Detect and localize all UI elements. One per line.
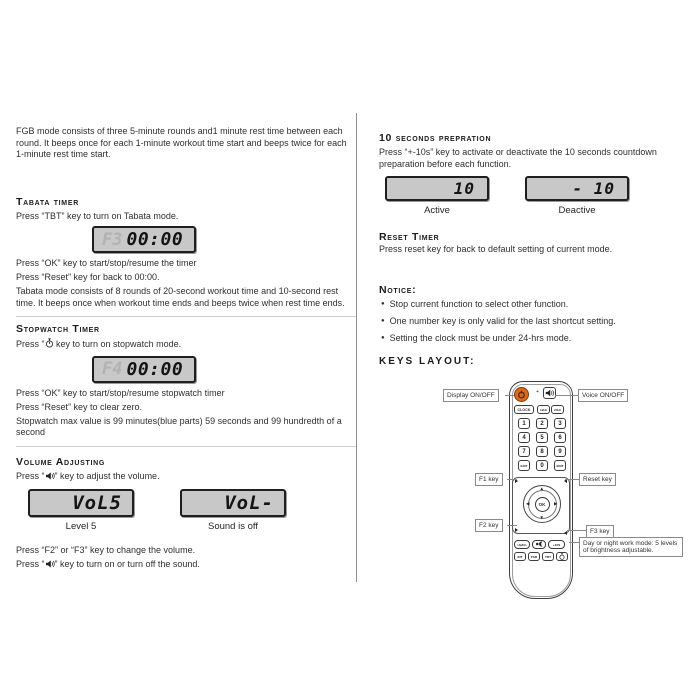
digit-button-2: 2: [536, 418, 548, 429]
ok-button: OK: [535, 497, 550, 512]
lcd-time-value: 00:00: [126, 358, 184, 380]
bullet-icon: ●: [381, 300, 385, 307]
keys-layout-heading: KEYS LAYOUT:: [379, 356, 476, 367]
prep-description: Press “+-10s” key to activate or deactivate the 10 seconds countdown preparation before each function.: [379, 147, 657, 169]
lcd-mode-code: F3: [102, 229, 123, 250]
digit-button-1: 1: [518, 418, 530, 429]
lcd-time-value: 00:00: [126, 229, 184, 250]
notice-heading: Notice:: [379, 283, 417, 296]
volume-off-group: [180, 489, 286, 532]
power-icon: [517, 386, 526, 404]
fgb-button: FGB: [528, 552, 540, 561]
tabata-description: Tabata mode consists of 8 rounds of 20-second workout time and 10-second rest time. It beeps once when workout time ends and beeps twice when rest time ends.: [16, 286, 345, 308]
left-column: [16, 126, 356, 574]
callout-f1-key: F1 key: [475, 473, 503, 486]
volume-level-lcd: VoL5: [28, 489, 134, 517]
stopwatch-press-reset: Press “Reset” key to clear zero.: [16, 401, 143, 412]
lcd-mode-code: F4: [102, 359, 123, 379]
digit-button-9: 9: [554, 446, 566, 457]
volume-press-sound: Press “ ” key to turn on or turn off the sound.: [16, 559, 356, 572]
notice-item: ● One number key is only valid for the last shortcut setting.: [381, 315, 616, 326]
callout-day-night: Day or night work mode: 5 levels of brightness adjustable.: [579, 537, 683, 557]
tbt-button: TBT: [542, 552, 554, 561]
digit-button-4: 4: [518, 432, 530, 443]
speaker-icon: [45, 560, 55, 572]
section-separator: [16, 316, 356, 317]
connector-display-onoff: [505, 395, 514, 396]
volume-displays: [16, 489, 356, 532]
tabata-lcd-display: [92, 226, 196, 253]
exit-button: EXIT: [518, 460, 530, 471]
volume-level-caption: Level 5: [65, 521, 97, 532]
int-button: INT: [514, 552, 526, 561]
connector-reset: [565, 479, 579, 480]
bullet-icon: ●: [381, 317, 385, 324]
tabata-press-reset: Press “Reset” key for back to 00:00.: [16, 272, 160, 282]
connector-f1: [507, 479, 517, 480]
speaker-icon: [45, 472, 55, 484]
digit-button-5: 5: [536, 432, 548, 443]
prep-deactive-caption: Deactive: [558, 205, 596, 216]
stopwatch-mode-button: [556, 552, 568, 561]
callout-f2-key: F2 key: [475, 519, 503, 532]
stopwatch-lcd-display: [92, 356, 196, 383]
connector-f2: [507, 525, 517, 526]
volume-level-group: [28, 489, 134, 532]
sun-moon-icon: [535, 541, 544, 548]
callout-f3-key: F3 key: [586, 525, 614, 538]
plus-mark: +: [536, 389, 539, 395]
digit-button-0: 0: [536, 460, 548, 471]
volume-off-caption: Sound is off: [207, 521, 258, 532]
digit-button-6: 6: [554, 432, 566, 443]
speaker-icon: [545, 384, 554, 402]
stopwatch-icon: [45, 338, 54, 352]
clock-button: CLOCK: [514, 405, 534, 414]
digit-button-7: 7: [518, 446, 530, 457]
24hr-button: 24Hr: [551, 405, 564, 414]
prep-active-lcd: 10: [385, 176, 489, 201]
tabata-press-tbt: Press “TBT” key to turn on Tabata mode.: [16, 210, 179, 221]
updn-button: Up/Dn: [514, 540, 530, 549]
f2-corner-marker: [515, 528, 518, 532]
power-button: [514, 387, 529, 402]
connector-f3: [567, 530, 586, 531]
callout-reset-key: Reset key: [579, 473, 616, 486]
reset-timer-description: Press reset key for back to default setting of current mode.: [379, 244, 613, 254]
volume-heading: Volume Adjusting: [16, 455, 105, 468]
stopwatch-description: Stopwatch max value is 99 minutes(blue parts) 59 seconds and 99 hundredth of a second: [16, 415, 342, 437]
12hr-button: 12Hr: [537, 405, 550, 414]
f3-corner-marker: [564, 531, 567, 535]
tabata-press-ok: Press “OK” key to start/stop/resume the timer: [16, 258, 197, 268]
arrow-up-icon: ▲: [539, 486, 544, 491]
connector-voice-onoff: [555, 395, 578, 396]
day-night-button: [532, 540, 546, 549]
voice-button: [543, 387, 556, 399]
notice-item: ● Setting the clock must be under 24-hrs mode.: [381, 332, 572, 343]
volume-off-lcd: VoL-: [180, 489, 286, 517]
volume-press-f2f3: Press “F2” or “F3” key to change the volume.: [16, 545, 196, 555]
stopwatch-icon: [559, 553, 565, 561]
section-separator: [16, 446, 356, 447]
prep-active-caption: Active: [424, 205, 450, 216]
stopwatch-heading: Stopwatch Timer: [16, 323, 100, 335]
prep-deactive-lcd: - 10: [525, 176, 629, 201]
right-column: [379, 132, 693, 613]
connector-day-night: [569, 542, 579, 543]
notice-item: ● Stop current function to select other function.: [381, 298, 569, 309]
callout-voice-onoff: Voice ON/OFF: [578, 389, 628, 402]
arrow-right-icon: ▶: [554, 500, 558, 506]
prep-heading: 10 seconds prepration: [379, 132, 492, 144]
digit-button-3: 3: [554, 418, 566, 429]
stopwatch-press-ok: Press “OK” key to start/stop/resume stopwatch timer: [16, 387, 225, 398]
callout-display-onoff: Display ON/OFF: [443, 389, 499, 402]
plus10s-button: +10S: [548, 540, 565, 549]
column-divider: [356, 113, 357, 582]
fgb-intro-paragraph: FGB mode consists of three 5-minute rounds and1 minute rest time between each round. It beeps once for each 1-minute workout time start and beeps twice for each 1-minute rest time start.: [16, 126, 347, 159]
volume-press-line: Press “ ” key to adjust the volume.: [16, 471, 356, 484]
arrow-left-icon: ◀: [526, 500, 530, 506]
prep-active-group: [385, 176, 489, 216]
tabata-heading: Tabata timer: [16, 195, 79, 208]
stopwatch-press-line: Press “ key to turn on stopwatch mode.: [16, 338, 356, 352]
reset-timer-heading: Reset Timer: [379, 231, 440, 243]
edit-button: EDIT: [554, 460, 566, 471]
prep-deactive-group: [525, 176, 629, 216]
remote-control: [509, 381, 573, 599]
digit-button-8: 8: [536, 446, 548, 457]
keys-layout-diagram: [379, 371, 693, 613]
bullet-icon: ●: [381, 334, 385, 341]
prep-displays: [379, 176, 693, 216]
arrow-down-icon: ▼: [539, 515, 544, 520]
